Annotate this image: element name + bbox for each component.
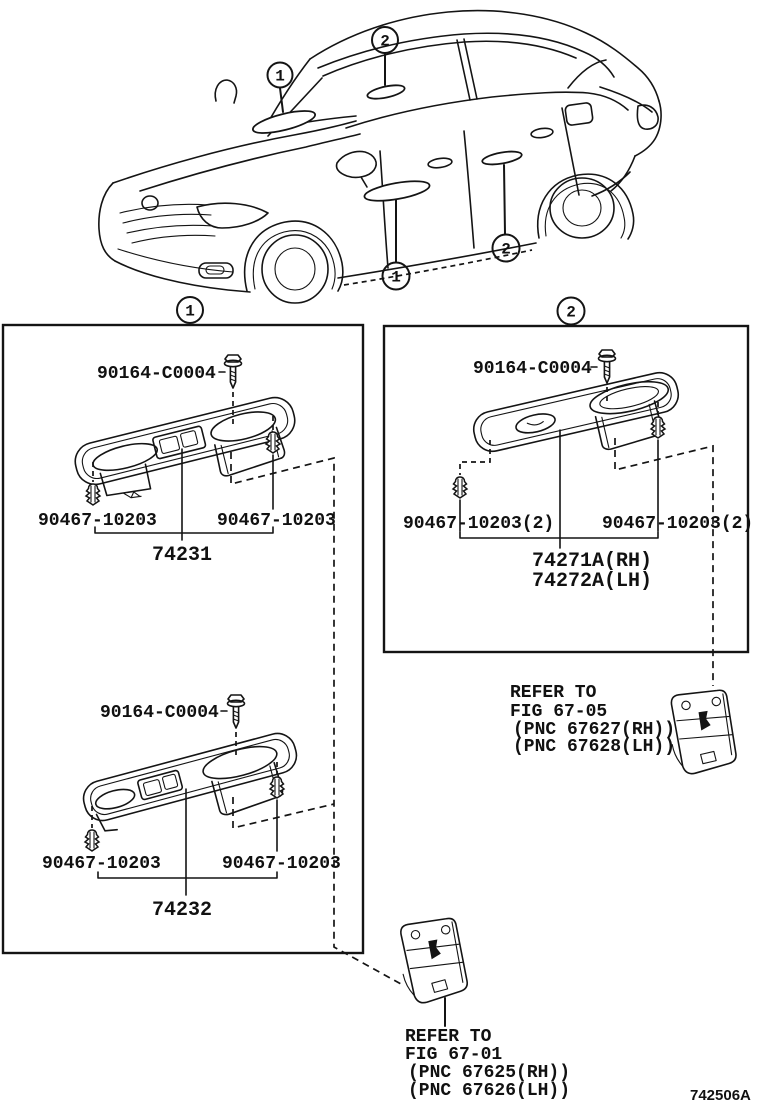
- callout-1-label: 1: [391, 268, 401, 287]
- refer-line: (PNC 67627(RH)): [513, 720, 676, 740]
- screw-icon: [225, 355, 242, 388]
- refer-line: REFER TO: [405, 1027, 492, 1047]
- part-label-screw-b: 90164-C0004: [100, 703, 219, 723]
- refer-line: (PNC 67628(LH)): [513, 737, 676, 757]
- screw-icon: [599, 350, 616, 383]
- callout-2-roof: [372, 27, 398, 53]
- callout-1-front-door: [383, 263, 410, 290]
- part-label-clip-right-2: 90467-10203(2): [602, 514, 754, 534]
- retainer-bracket-67-05: [667, 687, 741, 777]
- clip-icon: [266, 432, 280, 453]
- clip-icon: [453, 477, 467, 498]
- part-label-clip-left-2: 90467-10203(2): [403, 514, 555, 534]
- leader-dashed-panel-b-join: [233, 797, 334, 828]
- part-number-74231: 74231: [152, 544, 213, 567]
- section-1-number: 1: [185, 302, 195, 321]
- part-number-74272a-lh: 74272A(LH): [532, 570, 653, 593]
- car-illustration: [99, 11, 661, 303]
- part-label-clip-left-a: 90467-10203: [38, 511, 157, 531]
- refer-note-fig-67-01: [398, 917, 570, 1101]
- part-label-clip-left-b: 90467-10203: [42, 854, 161, 874]
- part-number-74271a-rh: 74271A(RH): [532, 550, 653, 573]
- armrest-pad-rear-door: [481, 149, 522, 167]
- clip-icon: [270, 777, 284, 798]
- refer-line: (PNC 67625(RH)): [408, 1063, 571, 1083]
- part-number-74232: 74232: [152, 899, 213, 922]
- part-label-screw-2: 90164-C0004: [473, 359, 592, 379]
- callout-1-label: 1: [275, 67, 285, 86]
- front-wheel: [245, 221, 343, 303]
- leader-dashed-to-fig-67-01: [231, 452, 401, 984]
- fuel-lid: [565, 102, 594, 125]
- clip-icon: [86, 484, 100, 505]
- armrest-pad-rear-ghost: [366, 83, 405, 102]
- callout-2-rear-door: [493, 235, 520, 262]
- refer-note-fig-67-05: [510, 683, 740, 777]
- retainer-bracket-67-01: [398, 917, 469, 1005]
- refer-line: REFER TO: [510, 683, 597, 703]
- section-2-callout: [558, 298, 585, 325]
- side-mirror: [336, 151, 376, 187]
- callout-2-label: 2: [501, 240, 511, 259]
- part-label-clip-right-a: 90467-10203: [217, 511, 336, 531]
- refer-line: FIG 67-05: [510, 702, 608, 722]
- callout-1-windshield: [268, 63, 293, 88]
- headlight: [197, 203, 268, 228]
- door-handle-rear: [530, 127, 553, 139]
- callout-2-label: 2: [380, 32, 390, 51]
- screw-icon: [228, 695, 245, 728]
- refer-line: (PNC 67626(LH)): [408, 1081, 571, 1101]
- section-1-callout: [177, 297, 203, 323]
- part-label-clip-right-b: 90467-10203: [222, 854, 341, 874]
- section-2-number: 2: [566, 303, 576, 322]
- switch-bezel-74231: [71, 394, 304, 511]
- clip-icon: [85, 830, 99, 851]
- door-handle-front: [427, 157, 452, 169]
- clip-icon: [651, 417, 665, 438]
- part-label-screw-a: 90164-C0004: [97, 364, 216, 384]
- diagram-code: 742506A: [690, 1087, 751, 1104]
- refer-line: FIG 67-01: [405, 1045, 503, 1065]
